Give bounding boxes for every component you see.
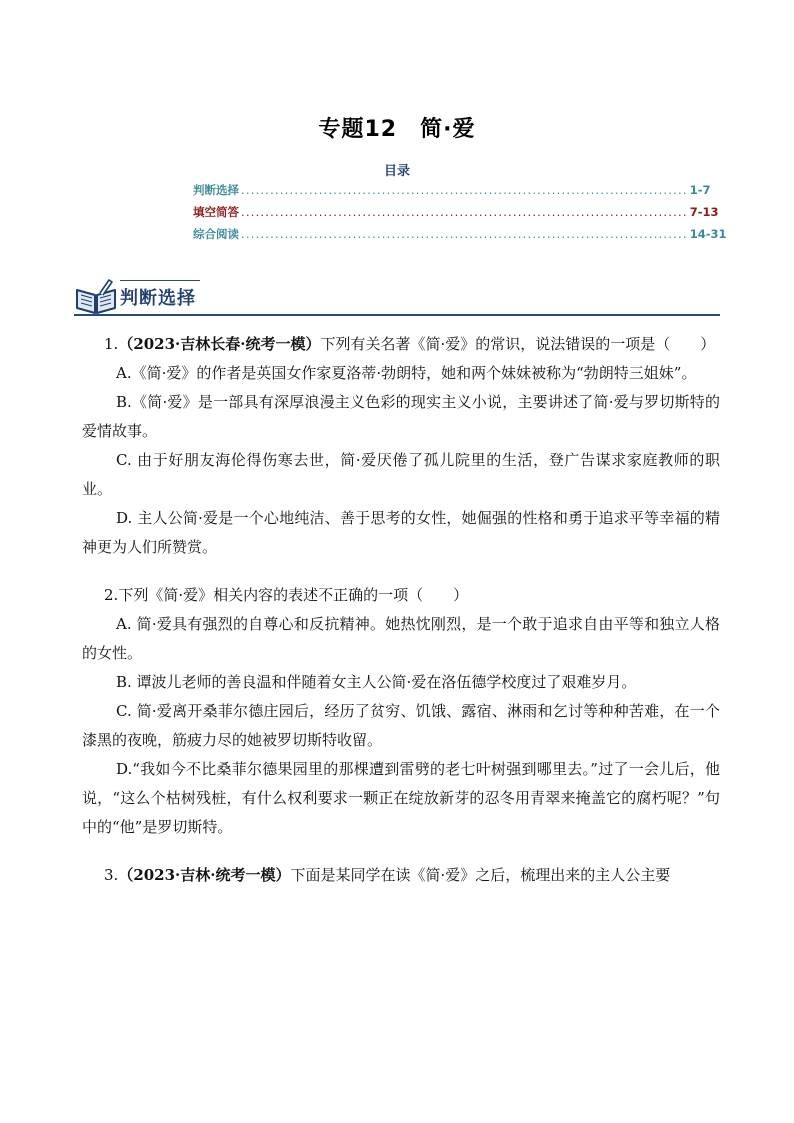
question-source: （2023·吉林长春·统考一模） [118,335,321,353]
toc-item-reading[interactable] [193,226,727,248]
toc-item-judgement[interactable] [193,182,711,204]
question-text: 下面是某同学在读《简·爱》之后，梳理出来的主人公主要 [290,866,671,884]
question-1 [82,330,720,562]
section-label: 判断选择 [120,288,196,309]
toc-item-page: 7-13 [689,205,719,219]
option-a: A.《简·爱》的作者是英国女作家夏洛蒂·勃朗特，她和两个妹妹被称为“勃朗特三姐妹”。 [116,364,697,382]
section-header [74,276,720,320]
section-header-topline [120,280,200,281]
option-c: C. 简·爱离开桑菲尔德庄园后，经历了贫穷、饥饿、露宿、淋雨和乞讨等种种苦难，在一个漆黑的夜晚，筋疲力尽的她被罗切斯特收留。 [82,702,720,749]
toc-item-title: 填空简答 [193,205,239,219]
question-2 [82,581,720,842]
toc-leader: ............................................................................................ [241,205,688,219]
toc-item-fill-in[interactable] [193,204,719,226]
option-a: A. 简·爱具有强烈的自尊心和反抗精神。她热忱刚烈，是一个敢于追求自由平等和独立人格的女性。 [82,615,720,662]
question-3 [82,861,720,890]
toc-item-page: 14-31 [689,227,727,241]
table-of-contents [193,182,727,248]
question-stem [82,861,720,890]
question-list [82,330,720,890]
question-number: 3. [104,866,119,884]
option-d: D.“我如今不比桑菲尔德果园里的那棵遭到雷劈的老七叶树强到哪里去。”过了一会儿后，他说，“这么个枯树残桩，有什么权利要求一颗正在绽放新芽的忍冬用青翠来掩盖它的腐朽呢？”句中的“他”是罗切斯特。 [82,760,720,836]
option-c: C. 由于好朋友海伦得伤寒去世，简·爱厌倦了孤儿院里的生活，登广告谋求家庭教师的职业。 [82,451,720,498]
toc-item-page: 1-7 [689,183,711,197]
question-stem [82,330,720,359]
option-d: D. 主人公简·爱是一个心地纯洁、善于思考的女性，她倔强的性格和勇于追求平等幸福的精神更为人们所赞赏。 [82,509,720,556]
section-underline [74,314,720,316]
open-book-icon [74,276,118,316]
toc-item-title: 判断选择 [193,183,239,197]
toc-heading: 目录 [383,164,410,179]
page-title: 专题12 简·爱 [318,117,476,142]
question-number: 1. [104,335,119,353]
toc-item-title: 综合阅读 [193,227,239,241]
question-source: （2023·吉林·统考一模） [118,866,291,884]
question-text: 下列《简·爱》相关内容的表述不正确的一项（ ） [118,586,469,604]
option-b: B.《简·爱》是一部具有深厚浪漫主义色彩的现实主义小说，主要讲述了简·爱与罗切斯特的爱情故事。 [82,393,720,440]
toc-leader: ............................................................................................ [241,183,688,197]
question-number: 2. [104,586,119,604]
question-stem [82,581,720,610]
toc-leader: ............................................................................................ [241,227,688,241]
option-b: B. 谭波儿老师的善良温和伴随着女主人公简·爱在洛伍德学校度过了艰难岁月。 [116,673,637,691]
question-text: 下列有关名著《简·爱》的常识，说法错误的一项是（ ） [320,335,716,353]
